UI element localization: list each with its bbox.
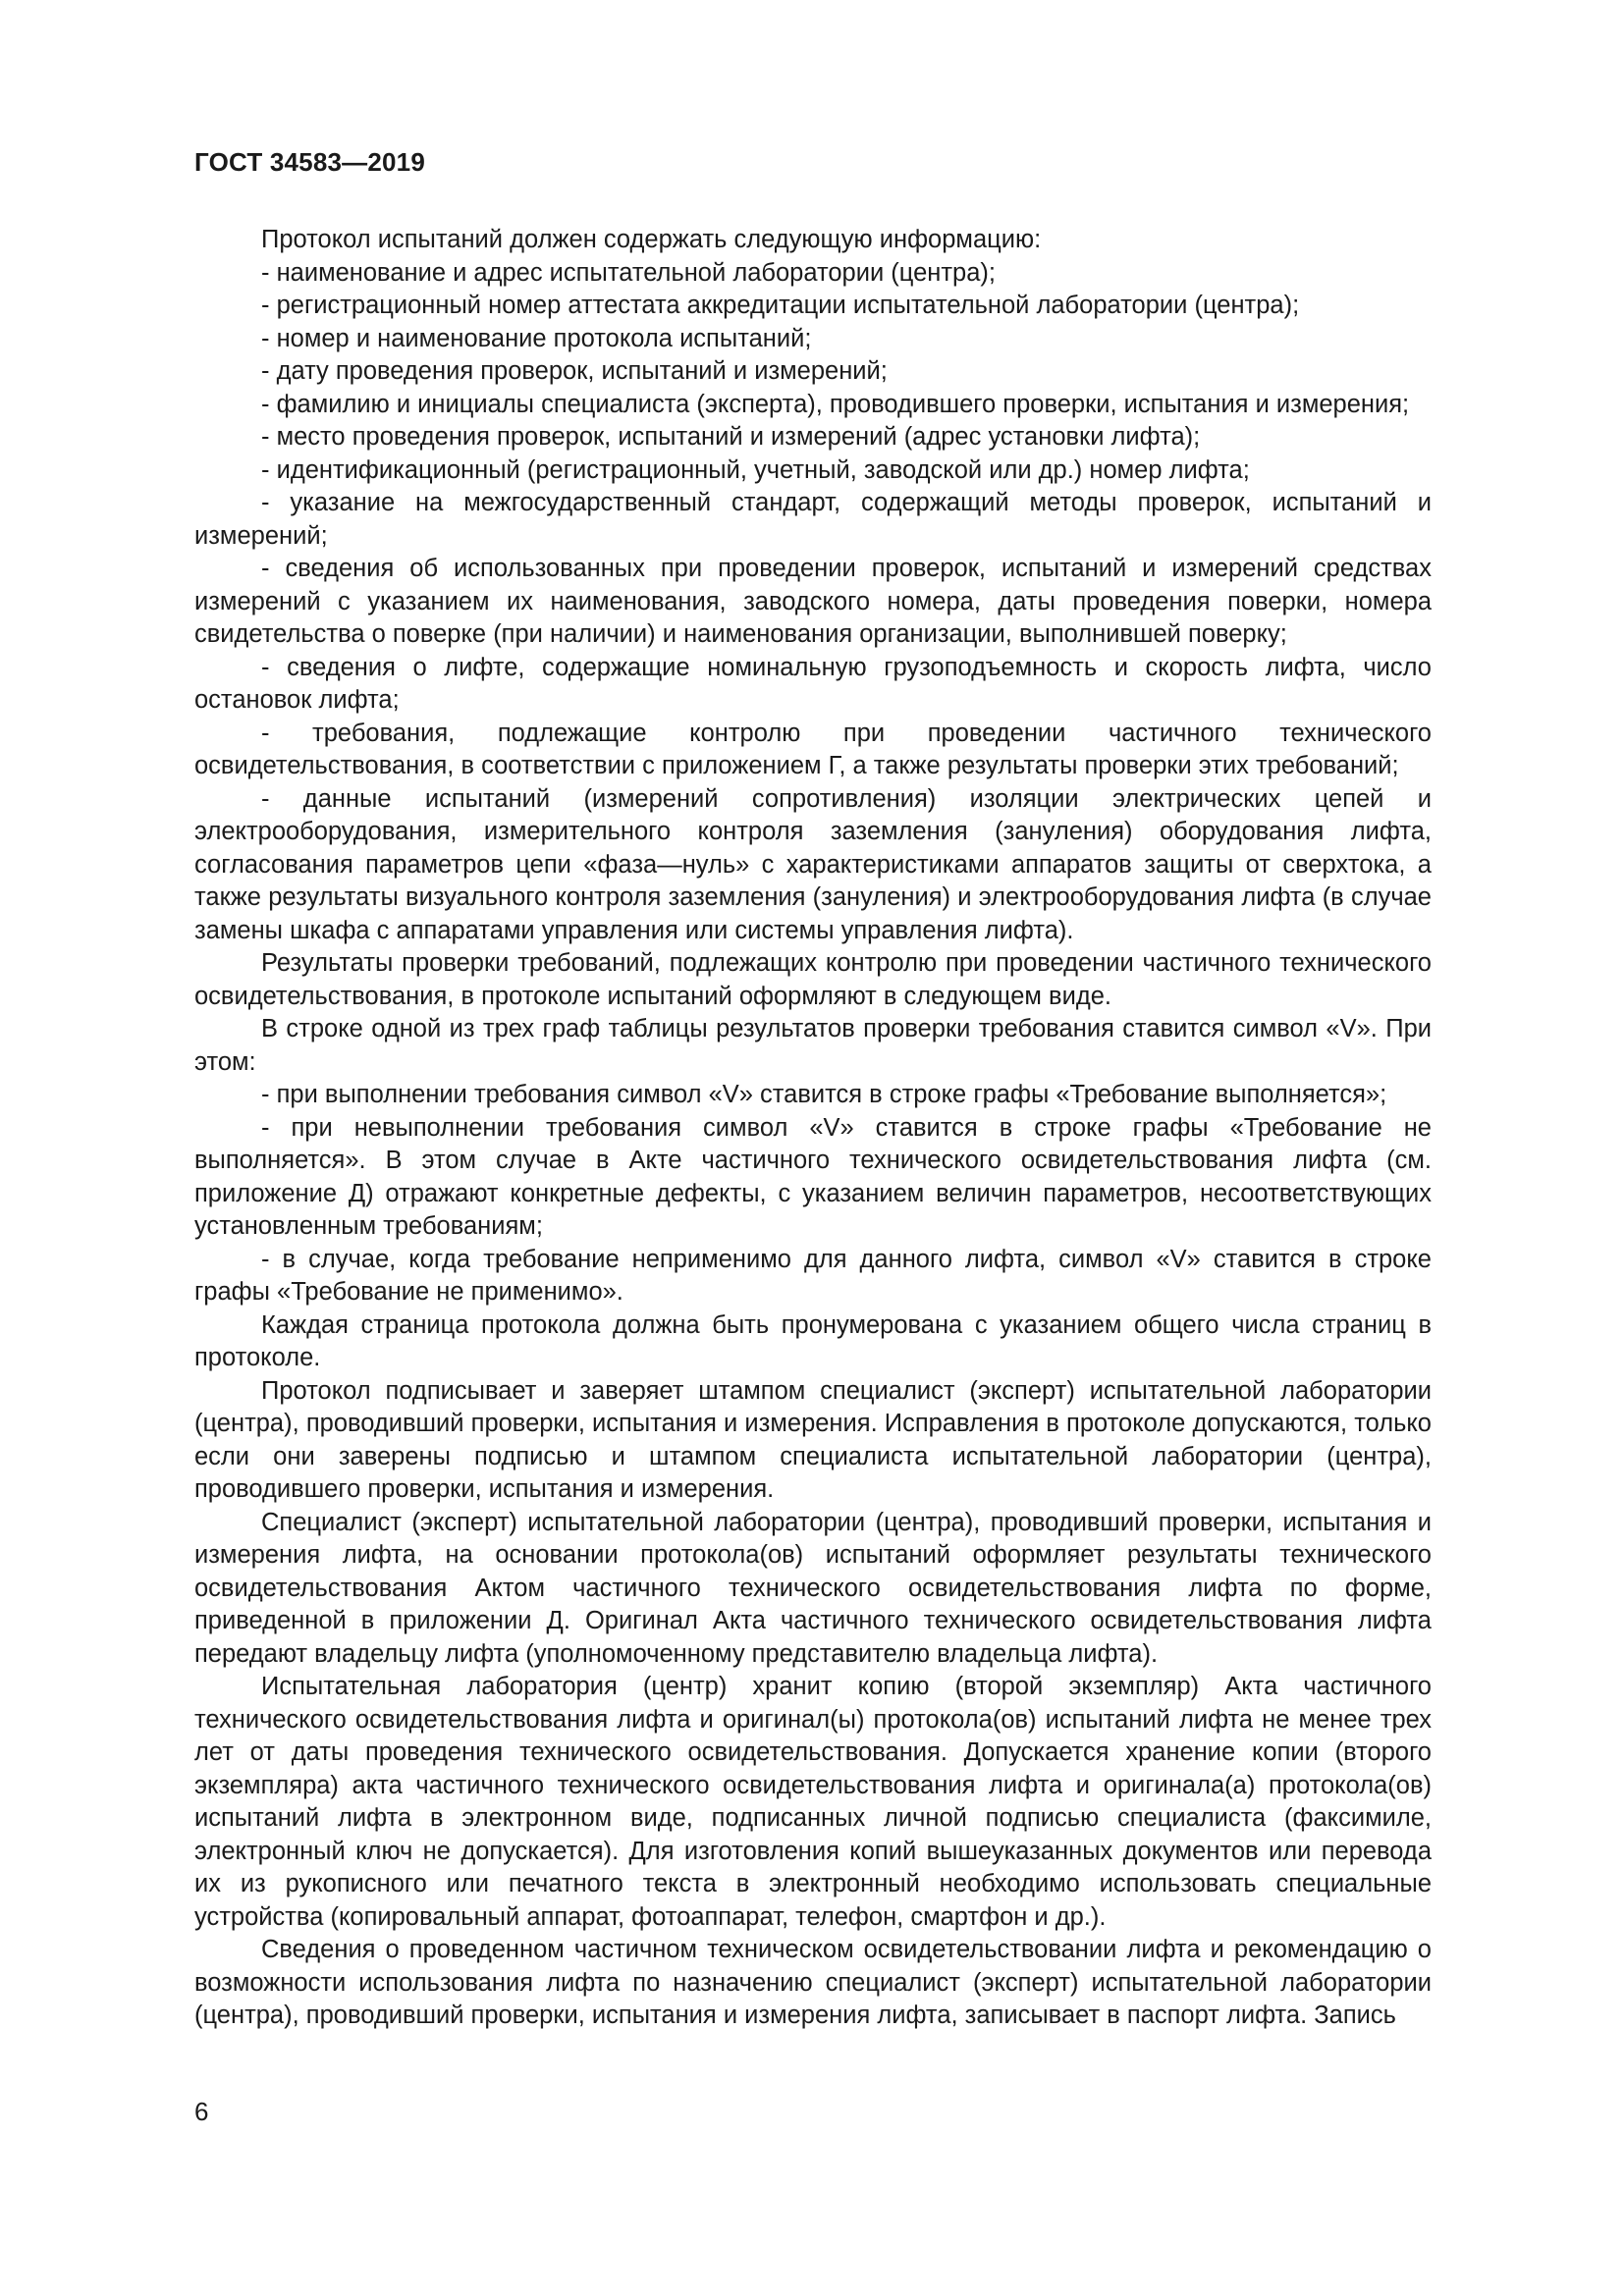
list-item: - фамилию и инициалы специалиста (эксперта), проводившего проверки, испытания и измерения; [261, 390, 1410, 418]
paragraph: Результаты проверки требований, подлежащих контролю при проведении частичного технического освидетельствования, в протоколе испытаний оформляют в следующем виде. [194, 949, 1432, 1010]
page-number: 6 [194, 2097, 209, 2126]
document-header: ГОСТ 34583—2019 [194, 147, 425, 177]
list-item: - сведения о лифте, содержащие номинальную грузоподъемность и скорость лифта, число остановок лифта; [194, 653, 1432, 714]
list-item: - в случае, когда требование неприменимо для данного лифта, символ «V» ставится в строке графы «Требование не применимо». [194, 1245, 1432, 1306]
list-item: - сведения об использованных при проведении проверок, испытаний и измерений средствах измерений с указанием их наименования, заводского номера, даты проведения поверки, номера свидетельства о поверке (при наличии) и наименования организации, выполнившей поверку; [194, 555, 1432, 648]
list-item: - при выполнении требования символ «V» ставится в строке графы «Требование выполняется»; [261, 1081, 1387, 1108]
list-item: - идентификационный (регистрационный, учетный, заводской или др.) номер лифта; [261, 455, 1250, 484]
paragraph: Протокол испытаний должен содержать следующую информацию: [261, 226, 1042, 253]
list-item: - данные испытаний (измерений сопротивления) изоляции электрических цепей и электрооборудования, измерительного контроля заземления (зануления) оборудования лифта, согласования параметров цепи «фаза—нуль» с характеристиками аппаратов защиты от сверхтока, а также результаты визуального контроля заземления (зануления) и электрооборудования лифта (в случае замены шкафа с аппаратами управления или системы управления лифта). [194, 784, 1432, 944]
paragraph: Сведения о проведенном частичном техническом освидетельствовании лифта и рекомендацию о возможности использования лифта по назначению специалист (эксперт) испытательной лаборатории (центра), проводивший проверки, испытания и измерения лифта, записывает в паспорт лифта. Запись [194, 1936, 1432, 2029]
list-item: - указание на межгосударственный стандарт, содержащий методы проверок, испытаний и измерений; [194, 489, 1432, 550]
list-item: - номер и наименование протокола испытаний; [261, 324, 812, 352]
paragraph: Испытательная лаборатория (центр) хранит копию (второй экземпляр) Акта частичного технического освидетельствования лифта и оригинал(ы) протокола(ов) испытаний лифта не менее трех лет от даты проведения технического освидетельствования. Допускается хранение копии (второго экземпляра) акта частичного технического освидетельствования лифта и оригинала(а) протокола(ов) испытаний лифта в электронном виде, подписанных личной подписью специалиста (факсимиле, электронный ключ не допускается). Для изготовления копий вышеуказанных документов или перевода их из рукописного или печатного текста в электронный необходимо использовать специальные устройства (копировальный аппарат, фотоаппарат, телефон, смартфон и др.). [194, 1673, 1432, 1931]
list-item: - требования, подлежащие контролю при проведении частичного технического освидетельствования, в соответствии с приложением Г, а также результаты проверки этих требований; [194, 719, 1432, 779]
document-body [194, 224, 1432, 2033]
list-item: - место проведения проверок, испытаний и измерений (адрес установки лифта); [261, 423, 1201, 451]
paragraph: Каждая страница протокола должна быть пронумерована с указанием общего числа страниц в протоколе. [194, 1310, 1432, 1371]
list-item: - дату проведения проверок, испытаний и измерений; [261, 357, 888, 385]
paragraph: Протокол подписывает и заверяет штампом специалист (эксперт) испытательной лаборатории (центра), проводивший проверки, испытания и измерения. Исправления в протоколе допускаются, только если они заверены подписью и штампом специалиста испытательной лаборатории (центра), проводившего проверки, испытания и измерения. [194, 1376, 1432, 1503]
list-item: - регистрационный номер аттестата аккредитации испытательной лаборатории (центра); [261, 292, 1300, 319]
list-item: - наименование и адрес испытательной лаборатории (центра); [261, 258, 996, 287]
paragraph: Специалист (эксперт) испытательной лаборатории (центра), проводивший проверки, испытания и измерения лифта, на основании протокола(ов) испытаний оформляет результаты технического освидетельствования Актом частичного технического освидетельствования лифта по форме, приведенной в приложении Д. Оригинал Акта частичного технического освидетельствования лифта передают владельцу лифта (уполномоченному представителю владельца лифта). [194, 1508, 1432, 1668]
paragraph: В строке одной из трех граф таблицы результатов проверки требования ставится символ «V». При этом: [194, 1015, 1432, 1076]
list-item: - при невыполнении требования символ «V» ставится в строке графы «Требование не выполняется». В этом случае в Акте частичного технического освидетельствования лифта (см. приложение Д) отражают конкретные дефекты, с указанием величин параметров, несоответствующих установленным требованиям; [194, 1113, 1432, 1240]
